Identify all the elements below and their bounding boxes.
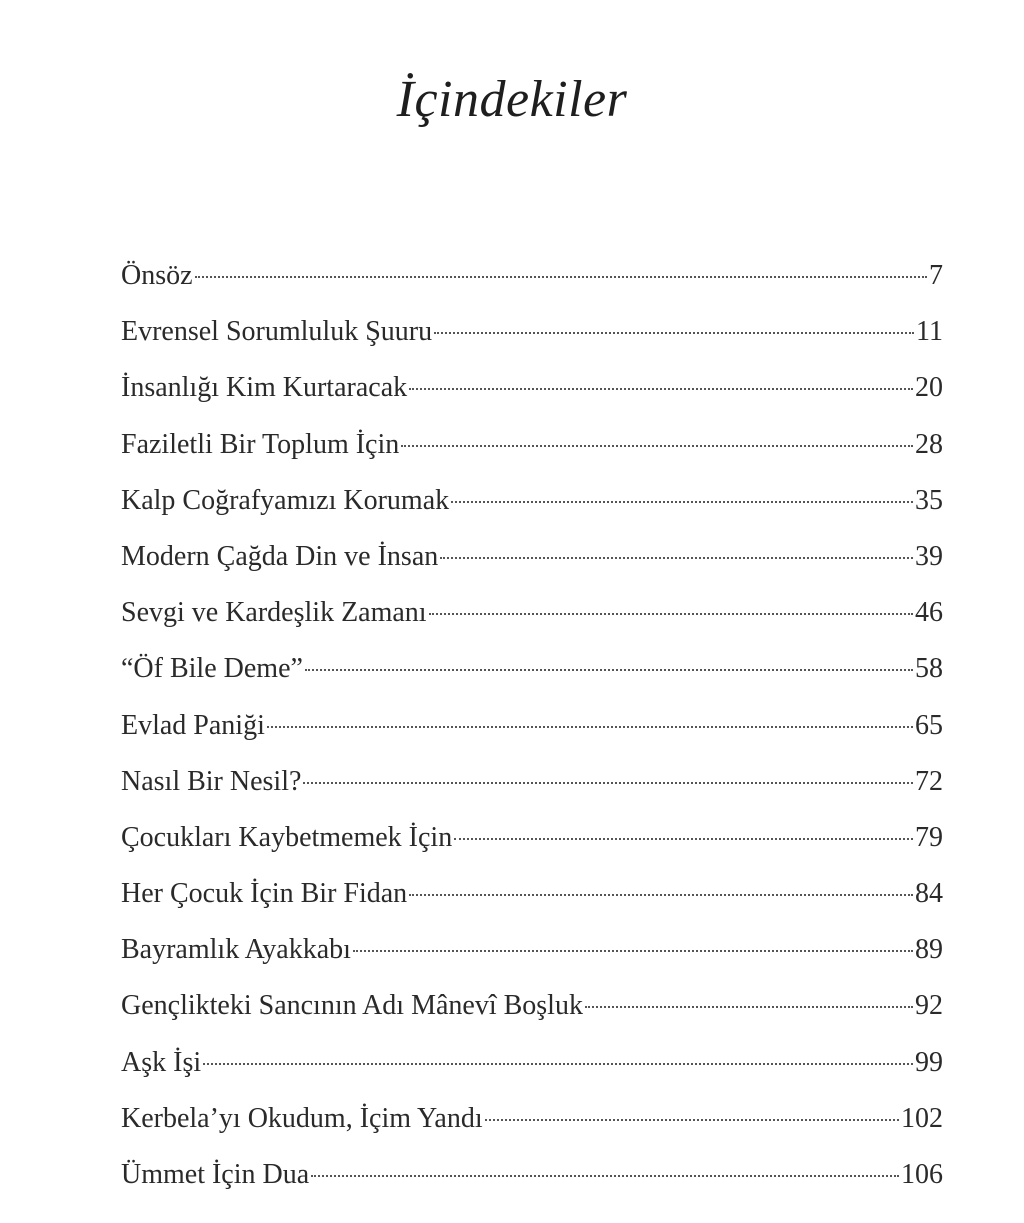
dot-leader — [303, 782, 913, 784]
dot-leader — [305, 669, 913, 671]
toc-entry-page: 58 — [915, 653, 943, 685]
dot-leader — [401, 445, 913, 447]
toc-entry[interactable] — [121, 1147, 943, 1203]
dot-leader — [451, 501, 913, 503]
toc-entry-page: 72 — [915, 765, 943, 797]
toc-entry-page: 39 — [915, 540, 943, 572]
toc-entry-title: Kalp Coğrafyamızı Korumak — [121, 484, 450, 516]
toc-entry-title: Evlad Paniği — [121, 709, 265, 741]
dot-leader — [195, 276, 927, 278]
toc-entry-title: Ümmet İçin Dua — [121, 1159, 310, 1190]
toc-entry-page: 89 — [915, 934, 943, 966]
dot-leader — [409, 388, 913, 390]
dot-leader — [353, 950, 913, 952]
page-title: İçindekiler — [396, 71, 628, 128]
dot-leader — [429, 613, 913, 615]
toc-entry-page: 65 — [915, 709, 943, 741]
table-of-contents — [121, 248, 943, 1203]
toc-entry[interactable] — [121, 529, 943, 585]
dot-leader — [585, 1006, 913, 1008]
dot-leader — [454, 838, 913, 840]
toc-entry[interactable] — [121, 248, 943, 304]
dot-leader — [440, 557, 913, 559]
toc-entry[interactable] — [121, 641, 943, 697]
toc-entry-page: 84 — [915, 878, 943, 910]
toc-entry[interactable] — [121, 417, 943, 473]
dot-leader — [434, 332, 914, 334]
toc-entry-page: 102 — [901, 1102, 943, 1134]
toc-entry-page: 46 — [915, 597, 943, 629]
dot-leader — [203, 1063, 913, 1065]
toc-entry[interactable] — [121, 866, 943, 922]
toc-entry-page: 11 — [916, 316, 943, 348]
toc-entry-title: Çocukları Kaybetmemek İçin — [121, 821, 453, 853]
toc-entry[interactable] — [121, 1091, 943, 1147]
toc-entry[interactable] — [121, 585, 943, 641]
toc-entry-page: 35 — [915, 484, 943, 516]
dot-leader — [311, 1175, 899, 1177]
toc-entry-title: Faziletli Bir Toplum İçin — [121, 428, 400, 460]
toc-entry-title: Kerbela’yı Okudum, İçim Yandı — [121, 1102, 483, 1134]
toc-entry-title: İnsanlığı Kim Kurtaracak — [121, 372, 408, 404]
toc-entry-page: 92 — [915, 990, 943, 1022]
toc-entry-title: Bayramlık Ayakkabı — [121, 934, 351, 966]
toc-entry-page: 28 — [915, 428, 943, 460]
toc-entry-title: Aşk İşi — [121, 1046, 202, 1078]
toc-entry-title: Önsöz — [121, 260, 193, 291]
dot-leader — [409, 894, 913, 896]
toc-entry-page: 7 — [929, 260, 943, 291]
dot-leader — [267, 726, 913, 728]
toc-entry-page: 106 — [901, 1159, 943, 1190]
toc-entry-title: Modern Çağda Din ve İnsan — [121, 540, 439, 572]
toc-entry[interactable] — [121, 473, 943, 529]
toc-entry-title: Evrensel Sorumluluk Şuuru — [121, 316, 433, 348]
toc-entry-title: Her Çocuk İçin Bir Fidan — [121, 878, 408, 910]
toc-entry[interactable] — [121, 978, 943, 1034]
toc-entry[interactable] — [121, 754, 943, 810]
toc-entry[interactable] — [121, 360, 943, 416]
toc-entry-title: “Öf Bile Deme” — [121, 653, 303, 685]
toc-entry-title: Gençlikteki Sancının Adı Mânevî Boşluk — [121, 990, 583, 1022]
toc-entry-title: Sevgi ve Kardeşlik Zamanı — [121, 597, 427, 629]
toc-entry-page: 20 — [915, 372, 943, 404]
toc-entry[interactable] — [121, 810, 943, 866]
toc-entry-page: 99 — [915, 1046, 943, 1078]
toc-entry[interactable] — [121, 922, 943, 978]
toc-entry-title: Nasıl Bir Nesil? — [121, 765, 302, 797]
toc-entry-page: 79 — [915, 821, 943, 853]
toc-entry[interactable] — [121, 304, 943, 360]
toc-entry[interactable] — [121, 698, 943, 754]
dot-leader — [485, 1119, 899, 1121]
toc-entry[interactable] — [121, 1035, 943, 1091]
